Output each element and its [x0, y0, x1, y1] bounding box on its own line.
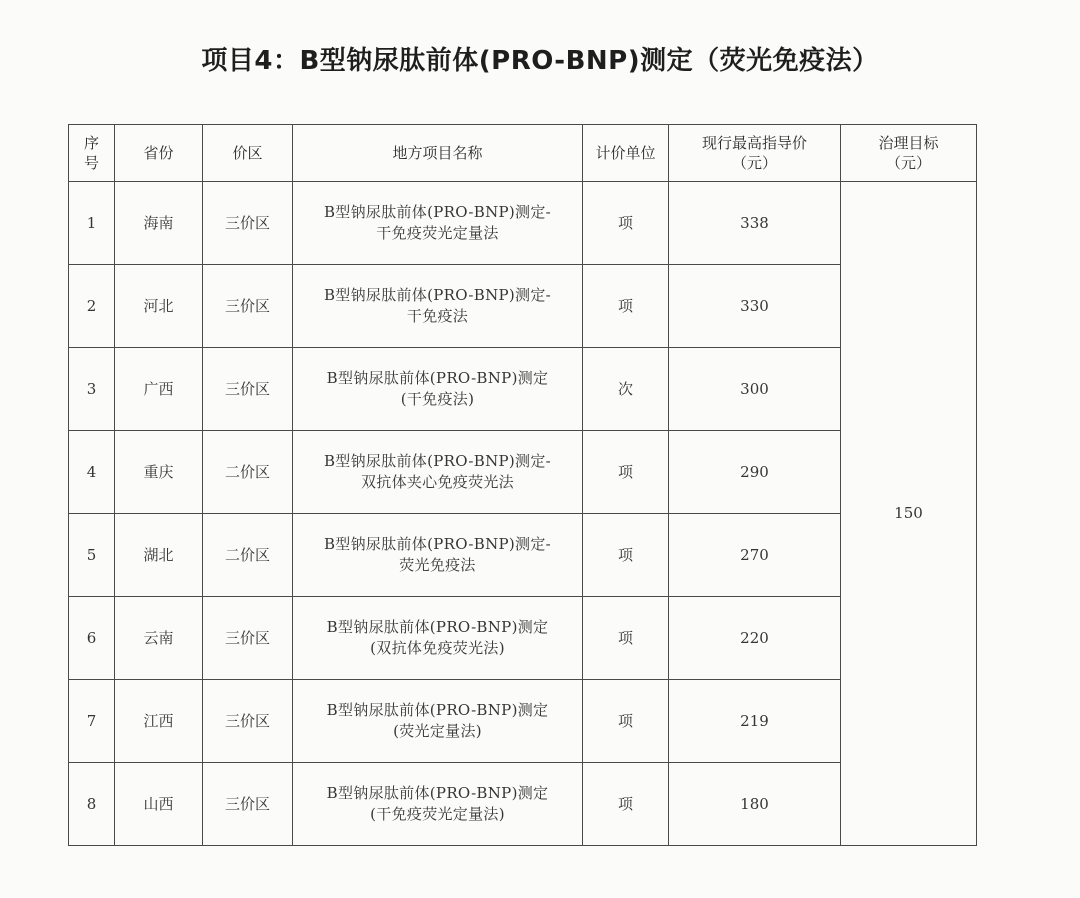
row-price-zone: 二价区	[203, 431, 293, 514]
row-max-price: 220	[669, 597, 841, 680]
row-unit: 项	[583, 597, 669, 680]
row-index: 5	[69, 514, 115, 597]
row-price-zone: 三价区	[203, 680, 293, 763]
row-price-zone: 三价区	[203, 597, 293, 680]
row-province: 重庆	[115, 431, 203, 514]
row-index: 6	[69, 597, 115, 680]
table-row	[69, 514, 977, 597]
header-unit: 计价单位	[583, 125, 669, 182]
row-province: 江西	[115, 680, 203, 763]
row-item-name: B型钠尿肽前体(PRO-BNP)测定- 干免疫法	[293, 265, 583, 348]
row-item-name: B型钠尿肽前体(PRO-BNP)测定 (干免疫荧光定量法)	[293, 763, 583, 846]
row-unit: 次	[583, 348, 669, 431]
row-province: 广西	[115, 348, 203, 431]
row-unit: 项	[583, 265, 669, 348]
table-row	[69, 182, 977, 265]
row-price-zone: 三价区	[203, 763, 293, 846]
header-province: 省份	[115, 125, 203, 182]
row-index: 1	[69, 182, 115, 265]
header-price-zone: 价区	[203, 125, 293, 182]
header-max-price: 现行最高指导价 （元）	[669, 125, 841, 182]
row-max-price: 338	[669, 182, 841, 265]
row-price-zone: 三价区	[203, 265, 293, 348]
row-unit: 项	[583, 680, 669, 763]
row-index: 3	[69, 348, 115, 431]
header-target: 治理目标 （元）	[841, 125, 977, 182]
row-item-name: B型钠尿肽前体(PRO-BNP)测定- 双抗体夹心免疫荧光法	[293, 431, 583, 514]
row-max-price: 180	[669, 763, 841, 846]
table-row	[69, 597, 977, 680]
row-province: 河北	[115, 265, 203, 348]
table-row	[69, 763, 977, 846]
row-province: 湖北	[115, 514, 203, 597]
row-price-zone: 三价区	[203, 348, 293, 431]
row-item-name: B型钠尿肽前体(PRO-BNP)测定- 荧光免疫法	[293, 514, 583, 597]
row-unit: 项	[583, 763, 669, 846]
row-max-price: 330	[669, 265, 841, 348]
table-row	[69, 680, 977, 763]
table-row	[69, 431, 977, 514]
row-province: 海南	[115, 182, 203, 265]
row-item-name: B型钠尿肽前体(PRO-BNP)测定 (干免疫法)	[293, 348, 583, 431]
row-unit: 项	[583, 431, 669, 514]
row-unit: 项	[583, 514, 669, 597]
row-max-price: 290	[669, 431, 841, 514]
governance-target: 150	[841, 182, 977, 846]
price-table	[68, 124, 977, 846]
row-item-name: B型钠尿肽前体(PRO-BNP)测定 (荧光定量法)	[293, 680, 583, 763]
row-max-price: 270	[669, 514, 841, 597]
row-province: 山西	[115, 763, 203, 846]
table-header-row	[69, 125, 977, 182]
document-title: 项目4：B型钠尿肽前体(PRO-BNP)测定（荧光免疫法）	[201, 46, 879, 76]
row-index: 4	[69, 431, 115, 514]
row-index: 2	[69, 265, 115, 348]
row-price-zone: 三价区	[203, 182, 293, 265]
row-item-name: B型钠尿肽前体(PRO-BNP)测定- 干免疫荧光定量法	[293, 182, 583, 265]
row-province: 云南	[115, 597, 203, 680]
header-index: 序 号	[69, 125, 115, 182]
row-index: 8	[69, 763, 115, 846]
row-index: 7	[69, 680, 115, 763]
row-max-price: 300	[669, 348, 841, 431]
table-row	[69, 265, 977, 348]
row-unit: 项	[583, 182, 669, 265]
row-price-zone: 二价区	[203, 514, 293, 597]
header-item-name: 地方项目名称	[293, 125, 583, 182]
row-max-price: 219	[669, 680, 841, 763]
row-item-name: B型钠尿肽前体(PRO-BNP)测定 (双抗体免疫荧光法)	[293, 597, 583, 680]
table-row	[69, 348, 977, 431]
